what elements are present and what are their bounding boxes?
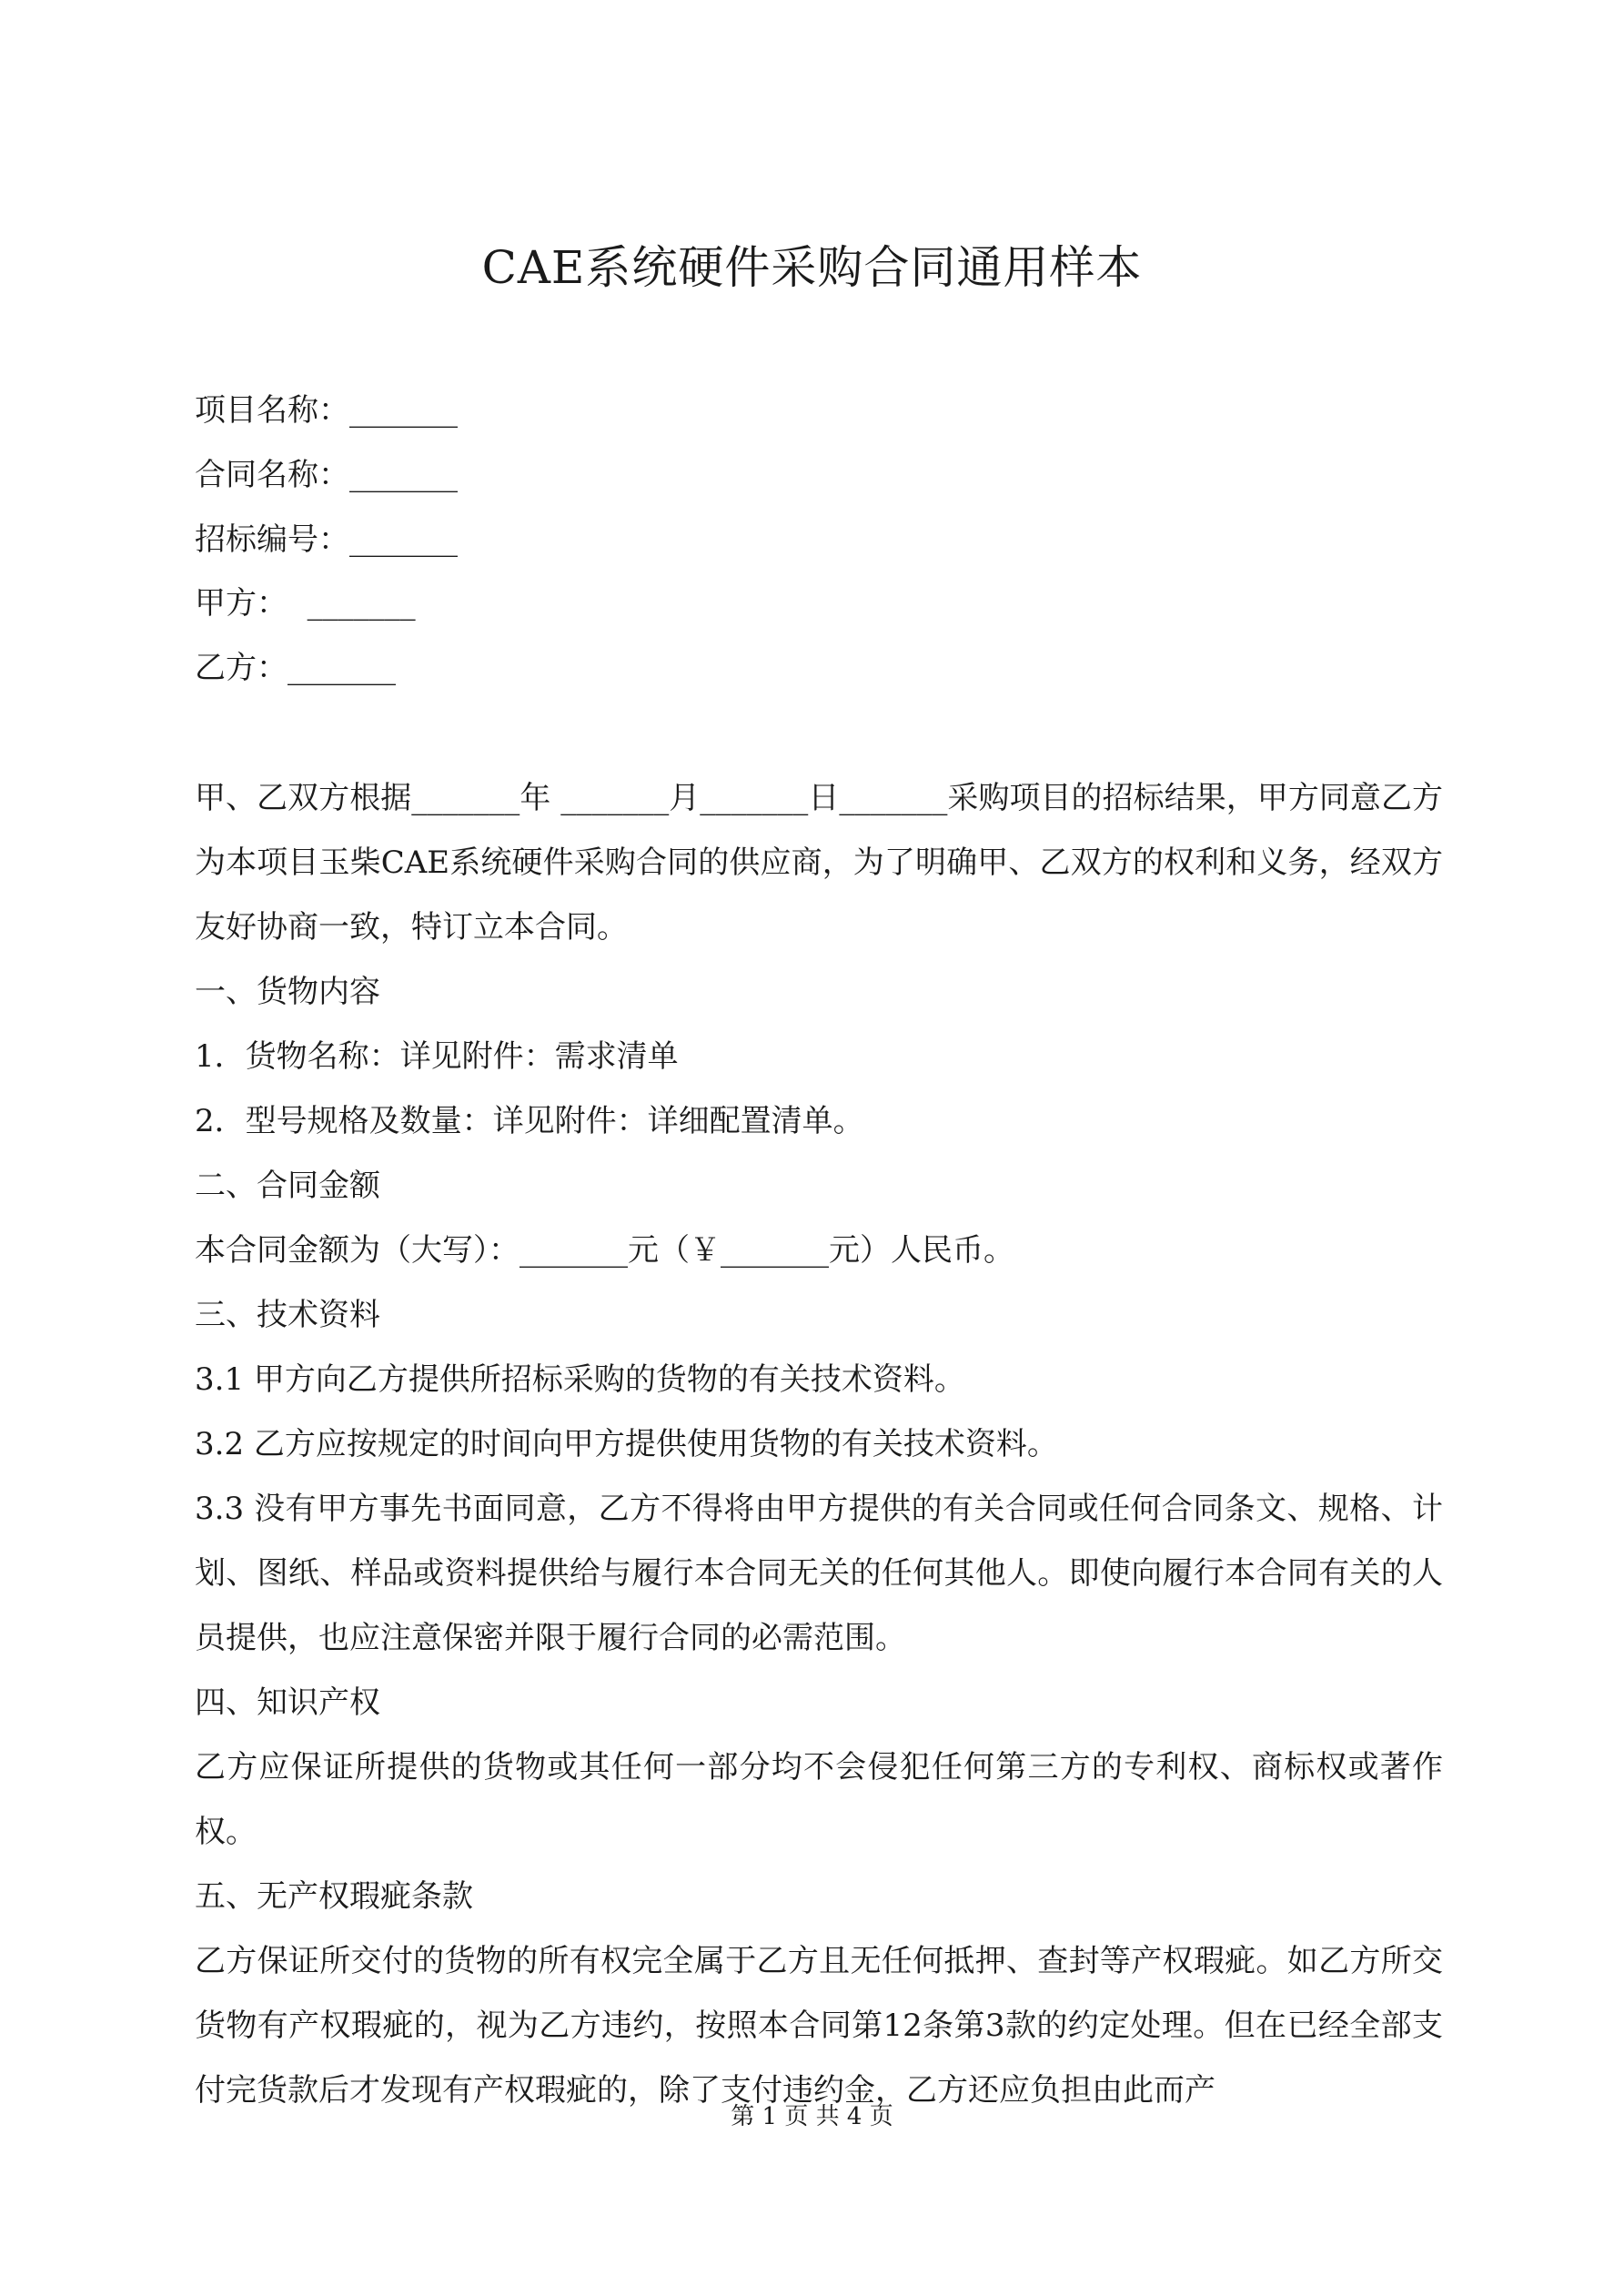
clause-paragraph: 3.2 乙方应按规定的时间向甲方提供使用货物的有关技术资料。 (195, 1426, 1058, 1462)
section-heading: 三、技术资料 (195, 1297, 380, 1333)
clause-paragraph: 1．货物名称：详见附件：需求清单 (195, 1038, 679, 1075)
field-tender-number: 招标编号：_______ (195, 521, 458, 558)
field-party-b: 乙方：_______ (195, 650, 396, 686)
section-heading: 二、合同金额 (195, 1168, 380, 1204)
clause-paragraph: 乙方应保证所提供的货物或其任何一部分均不会侵犯任何第三方的专利权、商标权或著作权。 (195, 1749, 1443, 1850)
intro-paragraph: 甲、乙双方根据_______年 _______月_______日_______采购项目的招标结果，甲方同意乙方为本项目玉柴CAE系统硬件采购合同的供应商，为了明确甲、乙双方的权利和义务，经双方友好协商一致，特订立本合同。 (195, 780, 1443, 946)
clause-paragraph: 2．型号规格及数量：详见附件：详细配置清单。 (195, 1103, 864, 1139)
clause-paragraph: 3.1 甲方向乙方提供所招标采购的货物的有关技术资料。 (195, 1361, 965, 1398)
section-heading: 五、无产权瑕疵条款 (195, 1878, 473, 1915)
contract-body (195, 766, 1443, 2123)
field-project-name: 项目名称：_______ (195, 392, 458, 429)
clause-paragraph: 3.3 没有甲方事先书面同意，乙方不得将由甲方提供的有关合同或任何合同条文、规格、计划、图纸、样品或资料提供给与履行本合同无关的任何其他人。即使向履行本合同有关的人员提供，也应注意保密并限于履行合同的必需范围。 (195, 1491, 1443, 1656)
field-contract-name: 合同名称：_______ (195, 457, 458, 493)
clause-paragraph: 乙方保证所交付的货物的所有权完全属于乙方且无任何抵押、查封等产权瑕疵。如乙方所交货物有产权瑕疵的，视为乙方违约，按照本合同第12条第3款的约定处理。但在已经全部支付完货款后才发现有产权瑕疵的，除了支付违约金，乙方还应负担由此而产 (195, 1943, 1443, 2109)
document-title: CAE系统硬件采购合同通用样本 (481, 240, 1143, 294)
field-party-a: 甲方： _______ (195, 585, 416, 622)
clause-paragraph: 本合同金额为（大写）：_______元（￥_______元）人民币。 (195, 1232, 1014, 1269)
page-footer: 第 1 页 共 4 页 (731, 2103, 893, 2130)
section-heading: 一、货物内容 (195, 974, 380, 1010)
section-heading: 四、知识产权 (195, 1684, 380, 1721)
